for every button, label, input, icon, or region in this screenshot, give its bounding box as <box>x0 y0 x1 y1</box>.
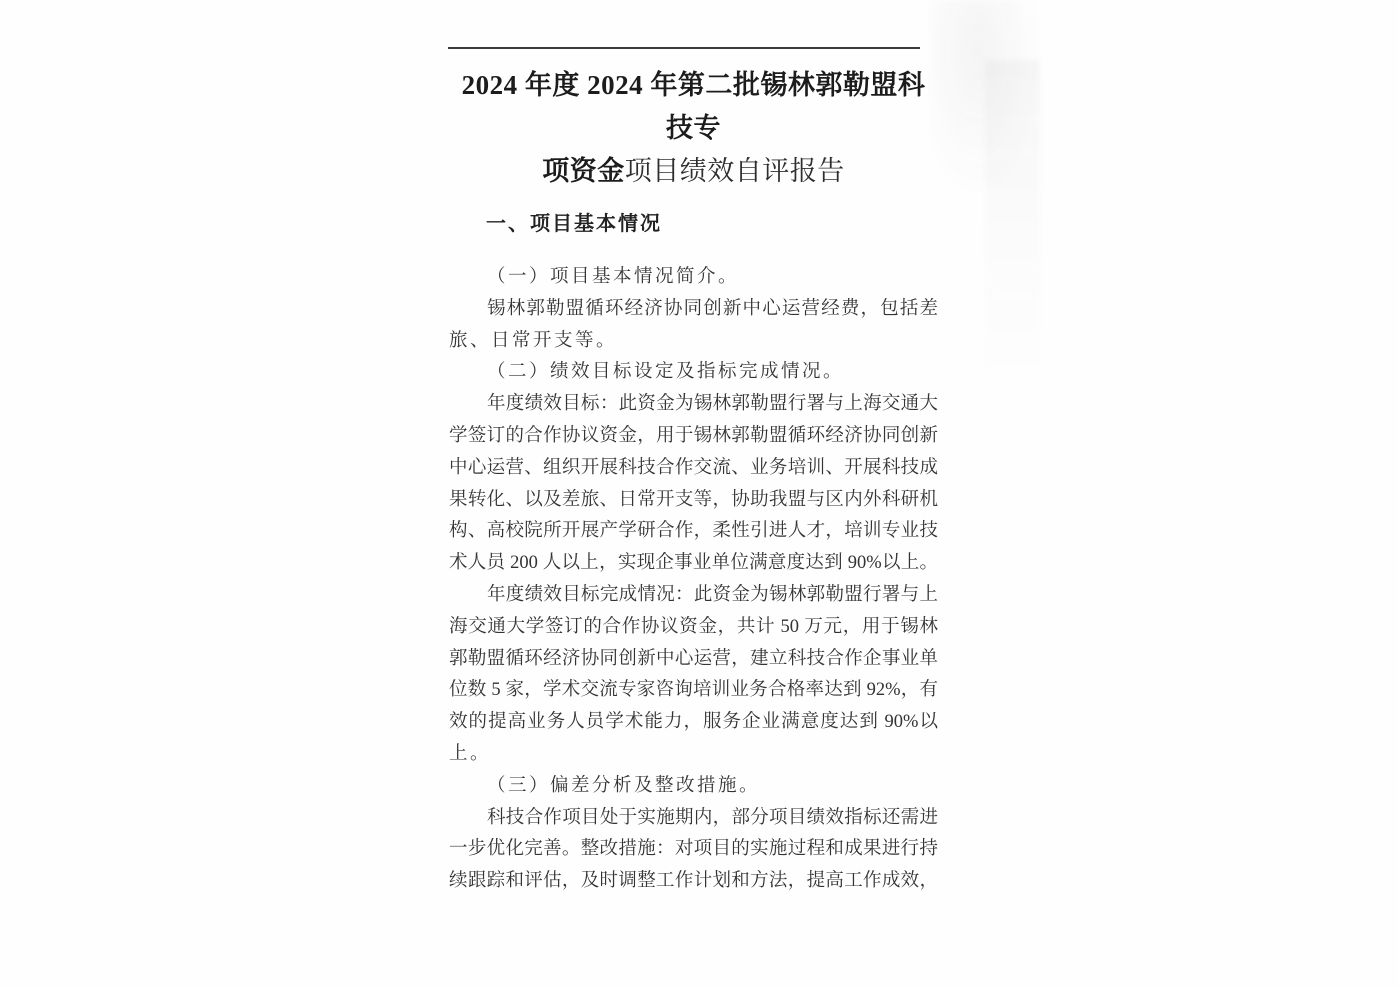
body-line: 科技合作项目处于实施期内，部分项目绩效指标还需进 <box>487 807 938 828</box>
body-line: 构、高校院所开展产学研合作，柔性引进人才，培训专业技 <box>449 521 938 542</box>
document-title <box>449 64 938 193</box>
body-line: 术人员 200 人以上，实现企事业单位满意度达到 90%以上。 <box>449 553 938 574</box>
document-title-line2-bold: 项资金 <box>542 156 625 186</box>
body-line: 一步优化完善。整改措施：对项目的实施过程和成果进行持 <box>449 839 938 860</box>
body-line: （三）偏差分析及整改措施。 <box>487 775 761 796</box>
scan-smudge-top-right <box>930 0 1050 210</box>
body-line: 中心运营、组织开展科技合作交流、业务培训、开展科技成 <box>449 457 938 478</box>
body-line: 锡林郭勒盟循环经济协同创新中心运营经费，包括差 <box>487 298 938 319</box>
body-line: 年度绩效目标：此资金为锡林郭勒盟行署与上海交通大 <box>487 394 938 415</box>
body-line: 郭勒盟循环经济协同创新中心运营，建立科技合作企事业单 <box>449 648 938 669</box>
body-line: 位数 5 家，学术交流专家咨询培训业务合格率达到 92%，有 <box>449 680 938 701</box>
body-line: 旅、日常开支等。 <box>449 330 618 351</box>
body-line: 效的提高业务人员学术能力，服务企业满意度达到 90%以 <box>449 712 938 733</box>
body-line: 上。 <box>449 743 492 764</box>
document-title-line1: 2024 年度 2024 年第二批锡林郭勒盟科技专 <box>461 70 926 143</box>
document-title-line2 <box>449 150 938 193</box>
document-title-line2-regular: 项目绩效自评报告 <box>624 156 845 186</box>
body-line: 年度绩效目标完成情况：此资金为锡林郭勒盟行署与上 <box>487 584 938 605</box>
body-line: 续跟踪和评估，及时调整工作计划和方法，提高工作成效， <box>449 871 938 892</box>
title-overline-rule <box>448 47 920 49</box>
body-line: （二）绩效目标设定及指标完成情况。 <box>487 362 845 383</box>
body-line: 果转化、以及差旅、日常开支等，协助我盟与区内外科研机 <box>449 489 938 510</box>
scan-smudge-streak <box>985 60 1040 420</box>
body-line: （一）项目基本情况简介。 <box>487 267 740 287</box>
body-lines <box>449 262 938 898</box>
body-line: 学签订的合作协议资金，用于锡林郭勒盟循环经济协同创新 <box>449 425 938 446</box>
body-line: 海交通大学签订的合作协议资金，共计 50 万元，用于锡林 <box>449 616 938 637</box>
section-heading: 一、项目基本情况 <box>486 213 662 235</box>
